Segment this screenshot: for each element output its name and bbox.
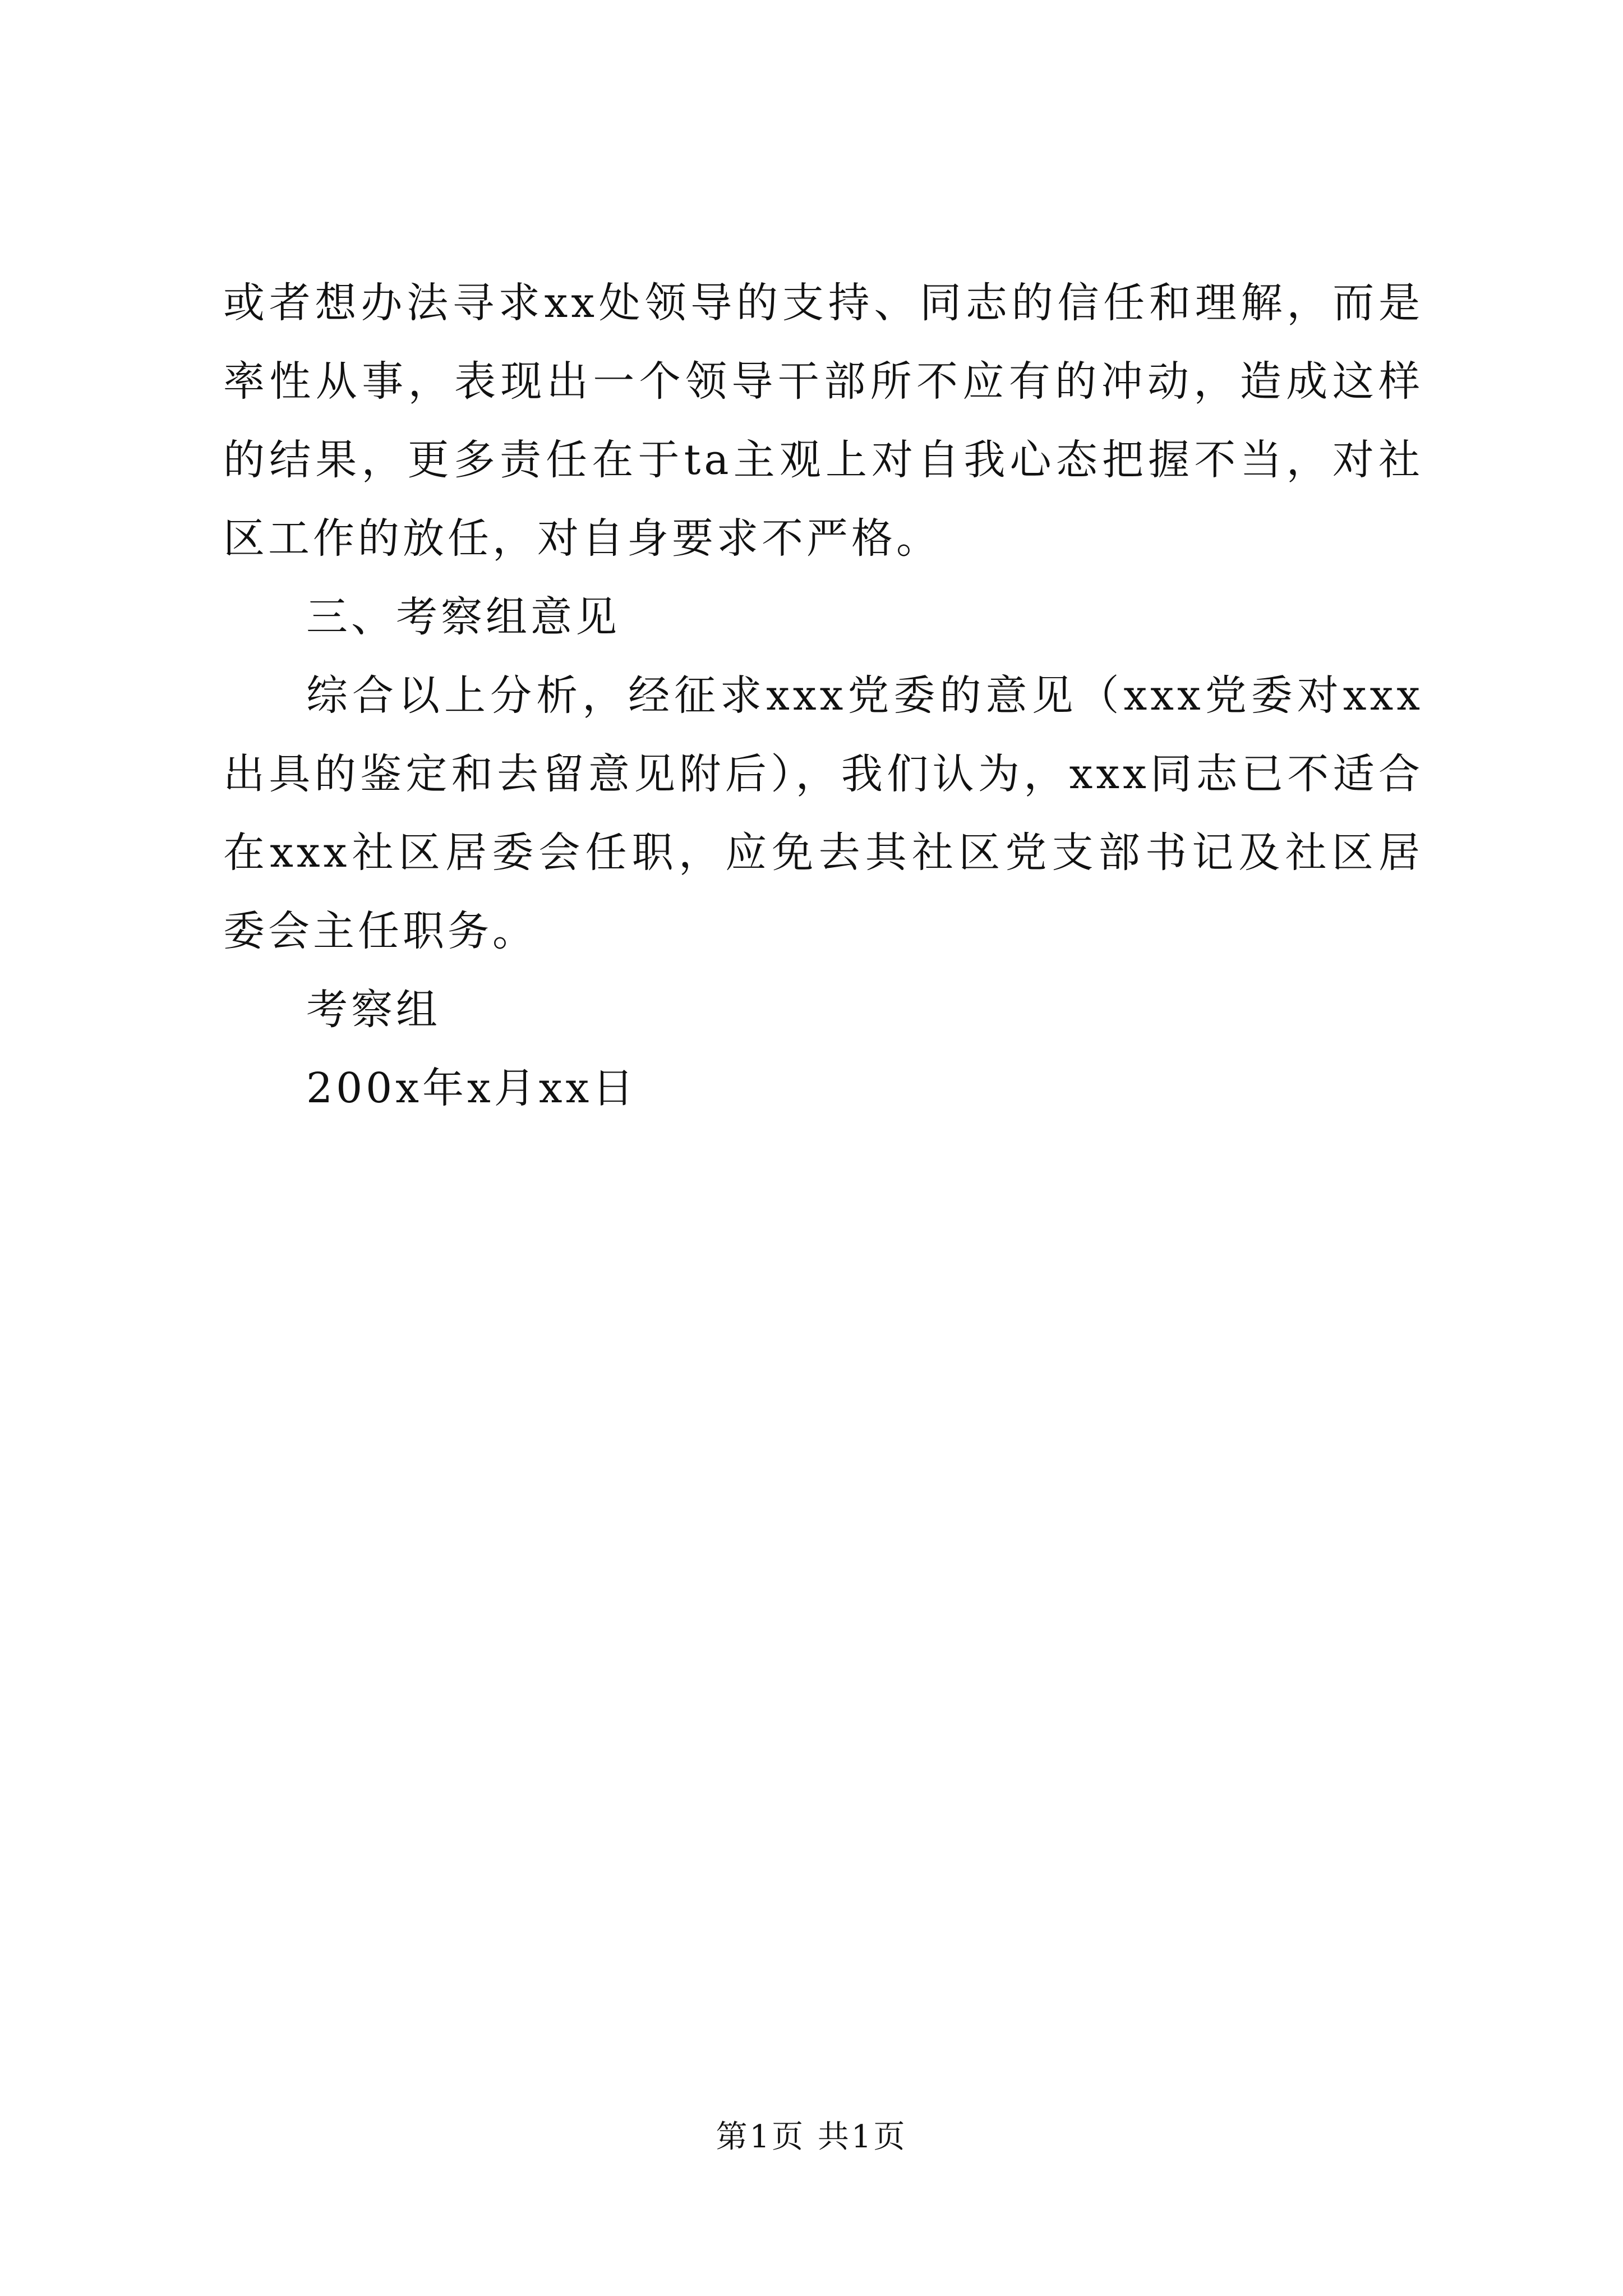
page-footer: 第1页 共1页 (716, 2119, 907, 2155)
section-heading: 三、考察组意见 (306, 593, 620, 641)
document-body (223, 264, 1423, 1128)
opinion-paragraph: 综合以上分析，经征求xxx党委的意见（xxx党委对xxx出具的鉴定和去留意见附后），我们认为，xxx同志已不适合在xxx社区居委会任职，应免去其社区党支部书记及社区居委会主任职务。 (223, 671, 1423, 955)
signature-line: 考察组 (306, 986, 441, 1034)
date-line: 200x年x月xx日 (306, 1064, 638, 1112)
continued-paragraph: 或者想办法寻求xx处领导的支持、同志的信任和理解，而是率性从事，表现出一个领导干部所不应有的冲动，造成这样的结果，更多责任在于ta主观上对自我心态把握不当，对社区工作的放任，对自身要求不严格。 (223, 279, 1423, 563)
